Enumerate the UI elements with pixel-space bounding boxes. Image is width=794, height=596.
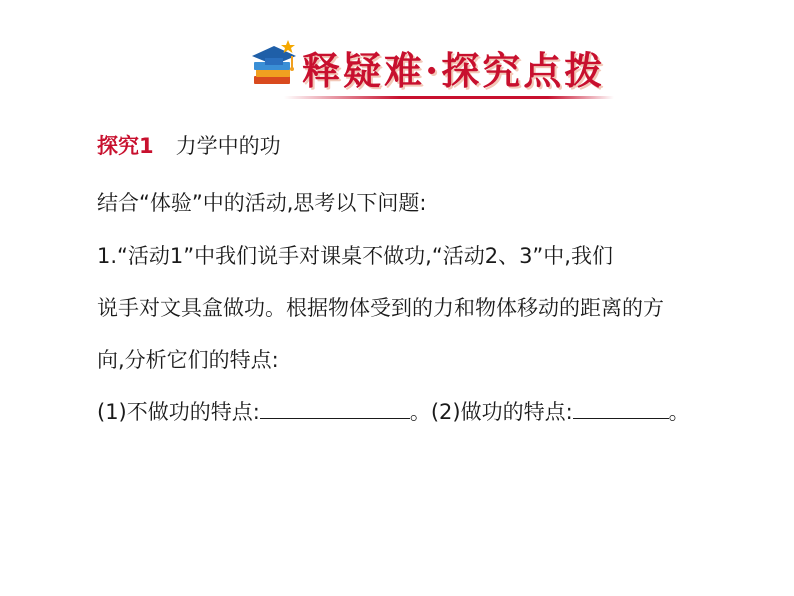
fill-a-label: (1)不做功的特点: xyxy=(97,400,260,424)
page-title: 释疑难·探究点拨 xyxy=(302,48,606,93)
title-underline xyxy=(284,96,614,99)
section-heading xyxy=(97,132,281,161)
fill-b-label: (2)做功的特点: xyxy=(430,400,573,424)
fill-b-end: 。 xyxy=(668,400,690,424)
question-line-3: 向,分析它们的特点: xyxy=(97,348,279,372)
graduation-cap-books-icon xyxy=(248,38,300,94)
answer-blank-1[interactable] xyxy=(260,398,410,419)
section-header xyxy=(248,34,608,104)
question-line-1: 1.“活动1”中我们说手对课桌不做功,“活动2、3”中,我们 xyxy=(97,244,613,268)
intro-text: 结合“体验”中的活动,思考以下问题: xyxy=(97,191,427,215)
answer-blank-2[interactable] xyxy=(573,398,669,419)
section-tag: 探究1 xyxy=(97,134,154,158)
fill-a-end: 。 xyxy=(409,400,431,424)
fill-in-line xyxy=(97,398,690,427)
question-line-2: 说手对文具盒做功。根据物体受到的力和物体移动的距离的方 xyxy=(97,296,664,320)
section-title: 力学中的功 xyxy=(175,134,281,158)
